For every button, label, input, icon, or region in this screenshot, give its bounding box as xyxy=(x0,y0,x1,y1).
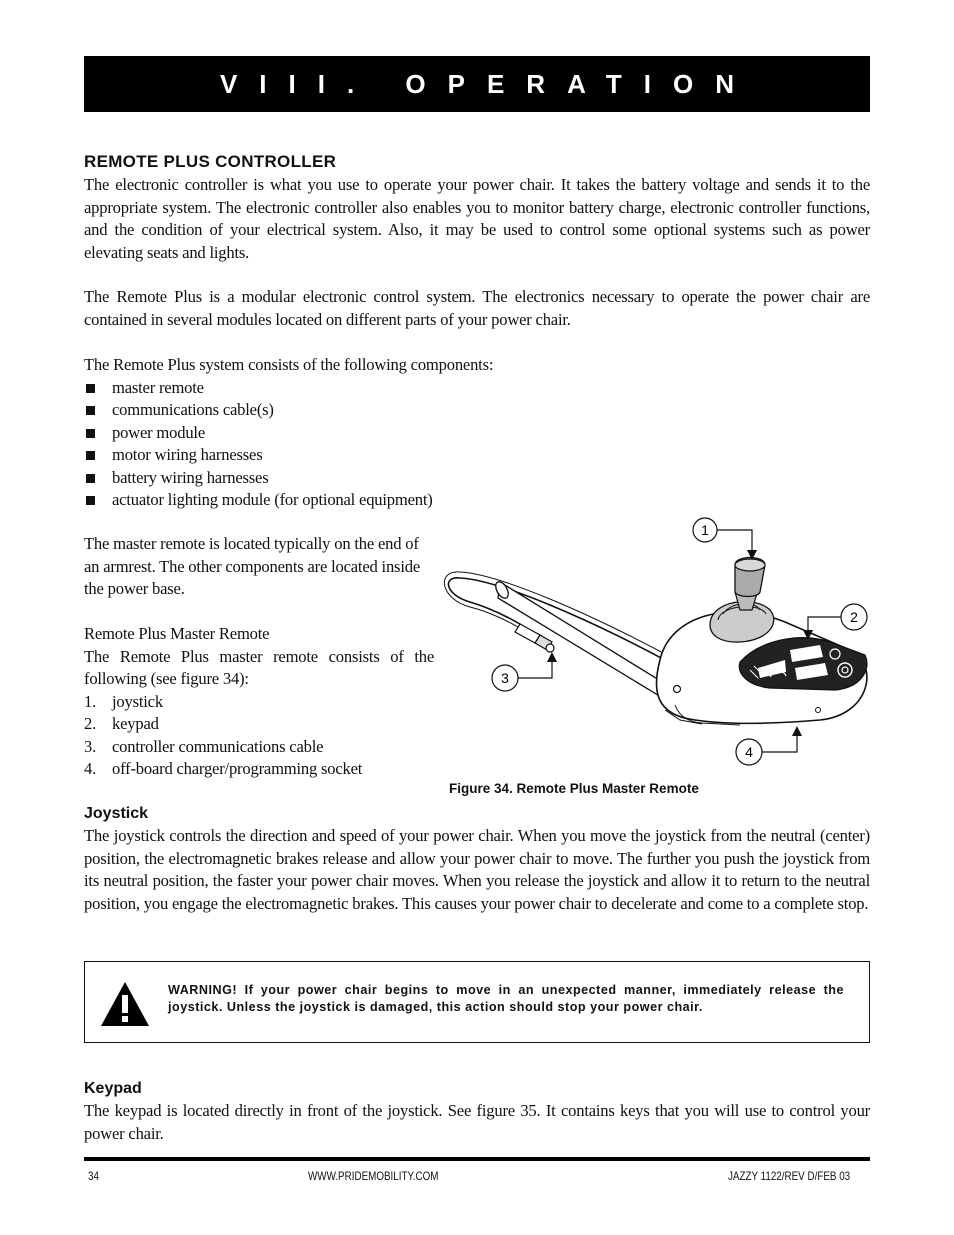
section-title: VIII. OPERATION xyxy=(219,69,757,99)
master-remote-title: Remote Plus Master Remote xyxy=(84,624,270,643)
callout-4 xyxy=(736,726,802,765)
list-item: communications cable(s) xyxy=(84,399,870,422)
list-item: 2. keypad xyxy=(84,714,159,733)
footer-document-id: JAZZY 1122/REV D/FEB 03 xyxy=(728,1169,851,1183)
warning-box xyxy=(84,961,870,1043)
components-list xyxy=(84,377,870,512)
master-remote-parts-list xyxy=(84,691,434,781)
callout-2-label: 2 xyxy=(850,609,858,625)
footer-rule xyxy=(84,1157,870,1161)
modular-paragraph: The Remote Plus is a modular electronic control system. The electronics necessary to operate the power chair are contained in several modules located on different parts of your power chair. xyxy=(84,287,870,329)
figure-caption: Figure 34. Remote Plus Master Remote xyxy=(449,781,699,796)
list-item: master remote xyxy=(84,377,870,400)
master-remote-location: The master remote is located typically on the end of an armrest. The other components are located inside the power base. xyxy=(84,534,420,598)
keypad-paragraph: The keypad is located directly in front of the joystick. See figure 35. It contains keys that you will use to control your power chair. xyxy=(84,1101,870,1143)
list-item: 4. off-board charger/programming socket xyxy=(84,759,363,778)
keypad-heading: Keypad xyxy=(84,1080,142,1097)
list-item: motor wiring harnesses xyxy=(84,444,870,467)
footer-website: WWW.PRIDEMOBILITY.COM xyxy=(308,1169,439,1183)
callout-1 xyxy=(693,518,757,560)
section-heading: REMOTE PLUS CONTROLLER xyxy=(84,152,337,171)
page-number: 34 xyxy=(88,1169,99,1183)
callout-3-label: 3 xyxy=(501,670,509,686)
joystick-paragraph: The joystick controls the direction and speed of your power chair. When you move the joystick from the neutral (center) position, the electromagnetic brakes release and allow your power chair to move. The further you push the joystick from its neutral position, the faster your power chair moves. When you release the joystick and allow it to return to the neutral position, you engage the electromagnetic brakes. This causes your power chair to decelerate and come to a complete stop. xyxy=(84,826,870,913)
intro-paragraph: The electronic controller is what you use to operate your power chair. It takes the battery voltage and sends it to the appropriate system. The electronic controller also enables you to monitor battery charge, electronic controller functions, and the condition of your electrical system. Also, it may be used to control some optional systems such as power elevating seats and lights. xyxy=(84,175,870,262)
callout-3 xyxy=(492,652,557,691)
list-item: actuator lighting module (for optional equipment) xyxy=(84,489,870,512)
components-intro: The Remote Plus system consists of the following components: xyxy=(84,355,494,374)
section-banner xyxy=(84,56,870,112)
warning-triangle-icon xyxy=(99,980,151,1028)
master-remote-illustration xyxy=(440,510,880,775)
joystick-graphic xyxy=(710,558,774,643)
warning-text: WARNING! If your power chair begins to move in an unexpected manner, immediately release the joystick. Unless the joystick is damaged, this action should stop your power chair. xyxy=(168,983,844,1014)
callout-1-label: 1 xyxy=(701,522,709,538)
master-remote-intro: The Remote Plus master remote consists of the following (see figure 34): xyxy=(84,646,434,688)
list-item: power module xyxy=(84,422,870,445)
list-item: 3. controller communications cable xyxy=(84,736,324,756)
list-item: battery wiring harnesses xyxy=(84,467,870,490)
callout-4-label: 4 xyxy=(745,744,753,760)
joystick-heading: Joystick xyxy=(84,805,149,822)
list-item: 1. joystick xyxy=(84,691,163,711)
